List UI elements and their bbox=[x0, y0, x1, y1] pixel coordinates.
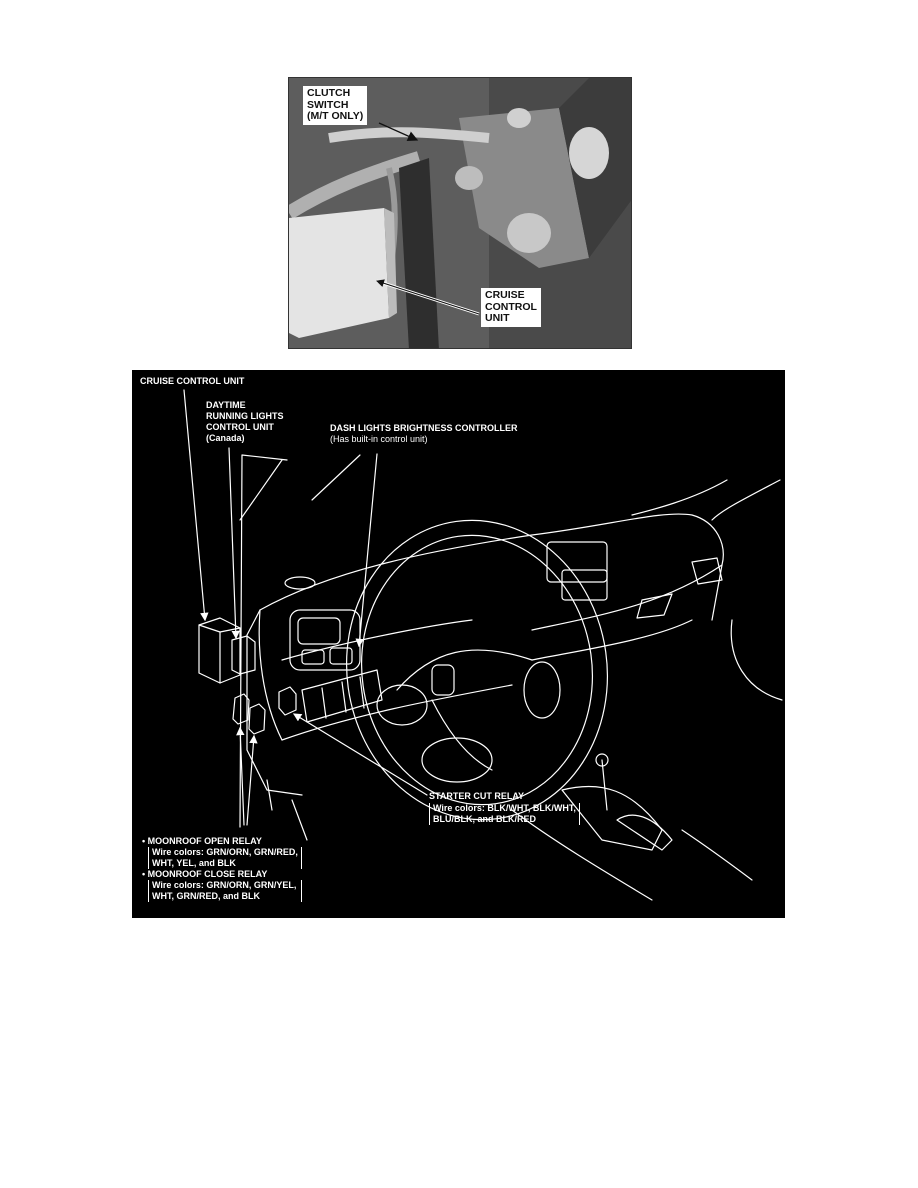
starter-cut-relay-label: STARTER CUT RELAY Wire colors: BLK/WHT, BLK/WHT, BLU/BLK, and BLK/RED bbox=[429, 791, 580, 825]
cruise-control-unit-label: CRUISE CONTROL UNIT bbox=[140, 376, 245, 386]
moonroof-relays-label bbox=[142, 836, 302, 902]
dashboard-component-diagram bbox=[132, 370, 785, 918]
component-location-photo bbox=[288, 77, 632, 349]
moonroof-open-relay-wire-colors: Wire colors: GRN/ORN, GRN/RED, WHT, YEL, and BLK bbox=[148, 847, 302, 869]
starter-cut-relay-wire-colors: Wire colors: BLK/WHT, BLK/WHT, BLU/BLK, and BLK/RED bbox=[429, 803, 580, 825]
moonroof-open-relay-title: • MOONROOF OPEN RELAY bbox=[142, 836, 262, 846]
moonroof-close-relay-wire-colors: Wire colors: GRN/ORN, GRN/YEL, WHT, GRN/RED, and BLK bbox=[148, 880, 302, 902]
cruise-control-unit-photo-label: CRUISE CONTROL UNIT bbox=[481, 288, 541, 327]
dash-lights-controller-label: DASH LIGHTS BRIGHTNESS CONTROLLER (Has built-in control unit) bbox=[330, 423, 518, 444]
moonroof-close-relay-title: • MOONROOF CLOSE RELAY bbox=[142, 869, 268, 879]
daytime-running-lights-label: DAYTIME RUNNING LIGHTS CONTROL UNIT (Canada) bbox=[206, 400, 284, 443]
clutch-switch-label: CLUTCH SWITCH (M/T ONLY) bbox=[303, 86, 367, 125]
